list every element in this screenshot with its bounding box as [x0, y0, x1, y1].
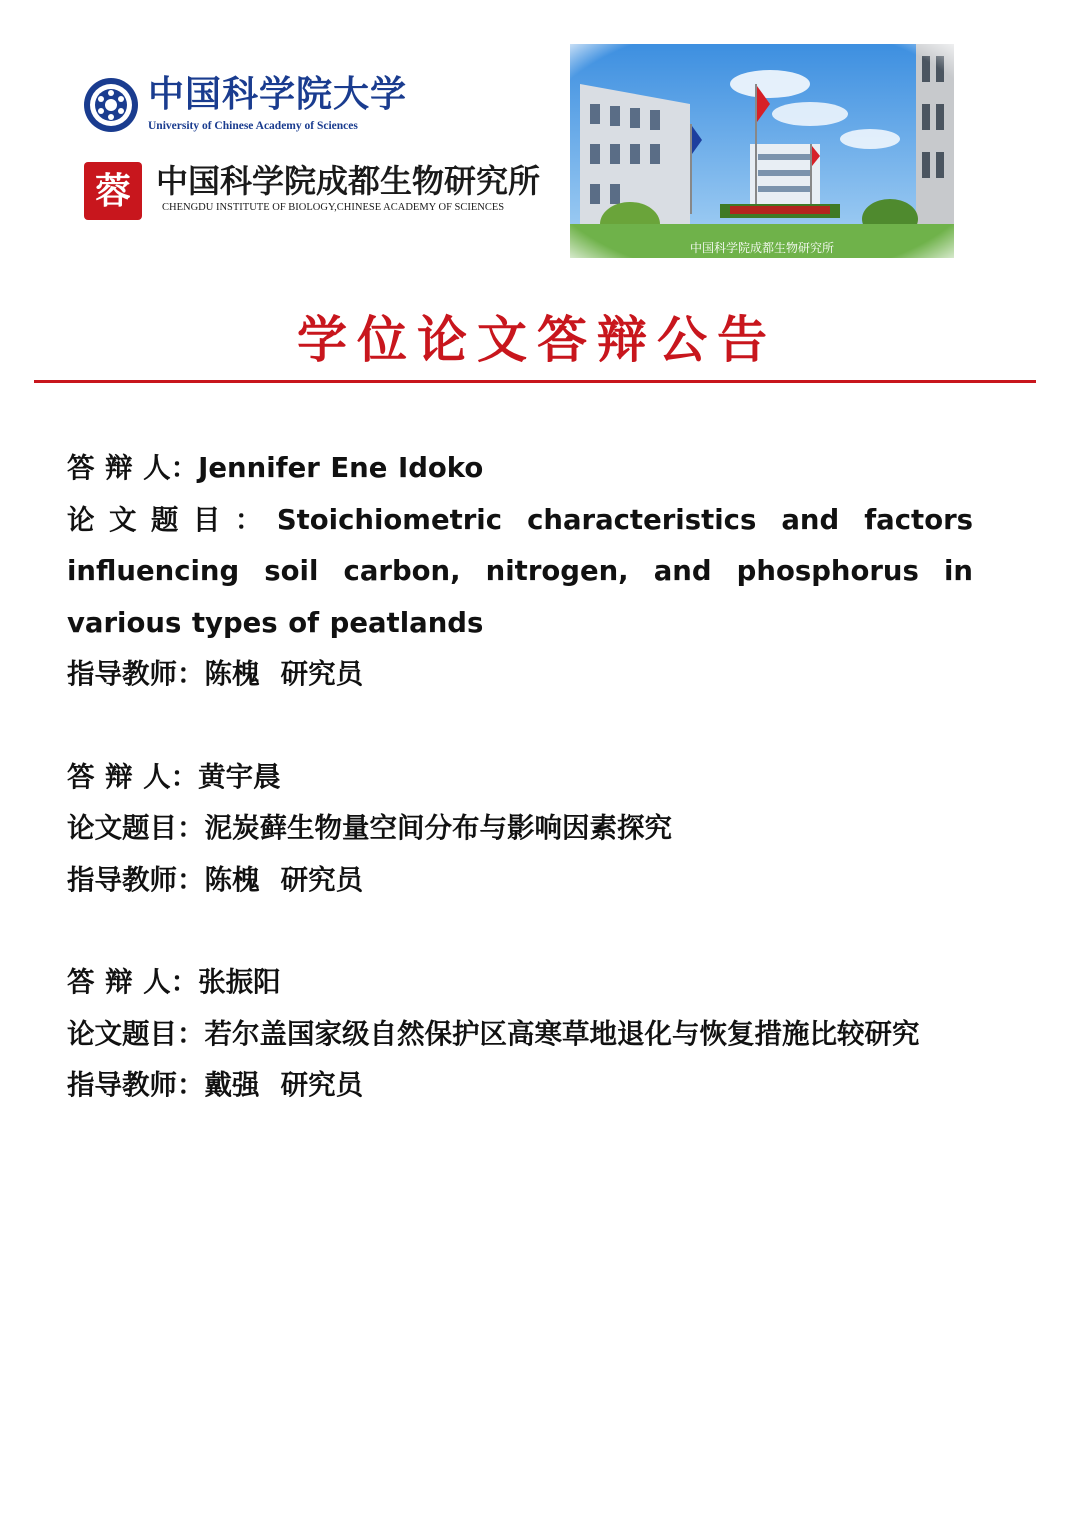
thesis-title: 若尔盖国家级自然保护区高寒草地退化与恢复措施比较研究: [204, 1017, 920, 1050]
ucas-logo: [82, 72, 408, 138]
advisor-line: [67, 1060, 973, 1112]
defender-name: 黄宇晨: [198, 760, 281, 793]
cib-seal-icon: [84, 162, 142, 220]
cib-seal-char: 蓉: [94, 170, 131, 212]
cib-name-en: CHENGDU INSTITUTE OF BIOLOGY,CHINESE ACADEMY OF SCIENCES: [162, 202, 505, 213]
ucas-name-cn: 中国科学院大学: [148, 73, 408, 115]
advisor-name: 陈槐 研究员: [204, 658, 364, 690]
thesis-line: [67, 1009, 973, 1061]
photo-caption: 中国科学院成都生物研究所: [689, 241, 835, 255]
defense-list: [67, 443, 973, 1163]
defense-entry: [67, 443, 973, 701]
thesis-label: 论文题目：: [67, 503, 277, 536]
advisor-label: 指导教师：: [67, 1069, 205, 1101]
thesis-title: Stoichiometric characteristics and factors influencing soil carbon, nitrogen, and phosphorus in various types of peatlands: [67, 503, 974, 639]
defense-entry: [67, 752, 973, 907]
defender-label: 答 辩 人：: [67, 760, 199, 793]
advisor-name: 戴强 研究员: [204, 1069, 364, 1101]
thesis-line: [67, 803, 973, 855]
advisor-label: 指导教师：: [67, 863, 205, 896]
defender-name: Jennifer Ene Idoko: [198, 452, 484, 484]
defender-label: 答 辩 人：: [67, 452, 199, 484]
advisor-name: 陈槐 研究员: [204, 863, 364, 896]
defense-entry: [67, 957, 973, 1112]
ucas-emblem-icon: [82, 76, 140, 134]
defender-label: 答 辩 人：: [67, 966, 199, 998]
thesis-label: 论文题目：: [67, 812, 205, 844]
cib-name-cn: 中国科学院成都生物研究所: [156, 162, 541, 200]
advisor-line: [67, 855, 973, 907]
defender-line: [67, 957, 973, 1009]
thesis-title: 泥炭藓生物量空间分布与影响因素探究: [204, 812, 672, 844]
title-divider: [34, 380, 1036, 383]
defender-name: 张振阳: [198, 966, 281, 998]
cib-logo: [84, 162, 544, 222]
page-title: 学位论文答辩公告: [297, 310, 777, 369]
thesis-line: [67, 495, 973, 650]
advisor-label: 指导教师：: [67, 658, 205, 690]
advisor-line: [67, 649, 973, 701]
defender-line: [67, 443, 973, 495]
campus-photo: [570, 44, 954, 258]
ucas-name-en: University of Chinese Academy of Sciences: [148, 120, 358, 132]
thesis-label: 论文题目：: [67, 1017, 205, 1050]
defender-line: [67, 752, 973, 804]
